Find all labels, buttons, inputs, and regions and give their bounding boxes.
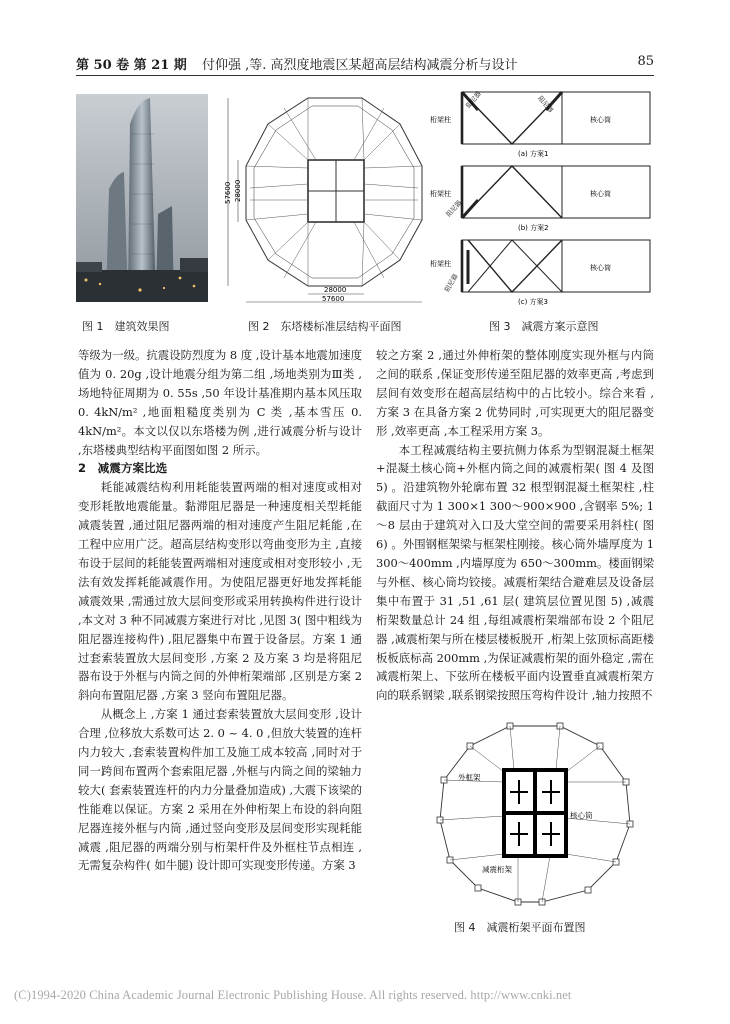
s2-core: 核心筒: [590, 190, 611, 198]
s1-damper-left: 阻尼器: [464, 89, 483, 110]
copyright-footer: (C)1994-2020 China Academic Journal Electronic Publishing House. All rights reserved. http://www.cnki.net: [14, 988, 572, 1002]
dim-outer-width: 57600: [322, 295, 345, 303]
right-column: [376, 346, 654, 705]
damping-trusses: [504, 770, 566, 856]
s1-truss-col: 桁架柱: [430, 116, 451, 124]
figure-4-caption: 图 4 减震桁架平面布置图: [454, 921, 586, 934]
left-column: [78, 346, 362, 875]
journal-volume: 第 50 卷 第 21 期: [76, 58, 187, 73]
running-title: 付仰强 ,等. 高烈度地震区某超高层结构减震分析与设计: [202, 58, 518, 73]
fig4-outer-frame-label: 外框架: [458, 773, 481, 782]
s1-title: (a) 方案1: [518, 150, 549, 158]
figure-1-image: [76, 94, 208, 302]
fig4-truss-label: 减震桁架: [482, 865, 512, 874]
page-header: [76, 54, 654, 76]
header-rule: [76, 75, 654, 76]
s1-core: 核心筒: [590, 116, 611, 124]
s3-title: (c) 方案3: [518, 298, 548, 306]
figure-2-caption: 图 2 东塔楼标准层结构平面图: [248, 320, 402, 333]
s3-damper: 阻尼器: [443, 272, 460, 294]
s3-core: 核心筒: [590, 264, 611, 272]
figure-3-schemes: [430, 88, 652, 306]
building-rendering: [76, 94, 208, 302]
paragraph-structure: 本工程减震结构主要抗侧力体系为型钢混凝土框架+混凝土核心筒+外框内筒之间的减震桁架( 图 4 及图 5) 。沿建筑物外轮廓布置 32 根型钢混凝土框架柱 ,柱截面尺寸为 1 300×1 300～900×900 ,含钢率 5%; 1～8 层由于建筑对入口及大堂空间的需要采用斜柱( 图 6) 。外围钢框架梁与框架柱刚接。核心筒外墙厚度为 1 300～400mm ,内墙厚度为 650～300mm。楼面钢梁与外框、核心筒均铰接。减震桁架结合避难层及设备层集中布置于 31 ,51 ,61 层( 建筑层位置见图 5) ,减震桁架数量总计 24 组 ,每组减震桁架端部布设 2 个阻尼器 ,减震桁架与所在楼层楼板脱开 ,桁架上弦顶标高距楼板板底标高 200mm ,为保证减震桁架的面外稳定 ,需在减震桁架上、下弦所在楼板平面内设置垂直减震桁架方向的联系钢梁 ,联系钢梁按照压弯构件设计 ,轴力按照不: [376, 442, 654, 703]
figure-2-plan: [224, 88, 432, 304]
s2-damper: 阻尼器: [444, 198, 464, 219]
paragraph-schemes: 耗能减震结构利用耗能装置两端的相对速度或相对变形耗散地震能量。黏滞阻尼器是一种速度相关型耗能减震装置 ,通过阻尼器两端的相对速度产生阻尼耗能 ,在工程中应用广泛。超高层结构变形以弯曲变形为主 ,直接布设于层间的耗能装置两端相对速度或相对变形较小 ,无法有效发挥耗能减震作用。为使阻尼器更好地发挥耗能减震效果 ,需通过放大层间变形或采用转换构件进行设计 ,本文对 3 种不同减震方案进行对比 ,见图 3( 图中粗线为阻尼器连接构件) ,阻尼器集中布置于设备层。方案 1 通过套索装置放大层间变形 ,方案 2 及方案 3 均是将阻尼器布设于外框与内筒之间的外伸桁架端部 ,区别是方案 2 斜向布置阻尼器 ,方案 3 竖向布置阻尼器。: [78, 480, 362, 703]
dim-inner-height: 28000: [234, 179, 242, 202]
s1-damper-right: 阻尼器: [536, 94, 555, 115]
paragraph-intro-cont: 等级为一级。抗震设防烈度为 8 度 ,设计基本地震加速度值为 0. 20g ,设计地震分组为第二组 ,场地类别为Ⅲ类 ,场地特征周期为 0. 55s ,50 年设计基准期内基本风压取 0. 4kN/m² ,地面粗糙度类别为 C 类 ,基本雪压 0. 4kN/m²。本文以仅以东塔楼为例 ,进行减震分析与设计 ,东塔楼典型结构平面图如图 2 所示。: [78, 348, 362, 457]
section-heading-2: 2 减震方案比选: [78, 461, 168, 476]
paragraph-scheme3: 较之方案 2 ,通过外伸桁架的整体刚度实现外框与内筒之间的联系 ,保证变形传递至阻尼器的效率更高 ,考虑到层间有效变形在超高层结构中的占比较小。综合来看 ,方案 3 在具备方案 2 优势同时 ,可实现更大的阻尼器变形 ,效率更高 ,本工程采用方案 3。: [376, 348, 654, 438]
s2-title: (b) 方案2: [518, 224, 549, 232]
dim-inner-width: 28000: [324, 286, 347, 294]
figure-1-caption: 图 1 建筑效果图: [82, 320, 170, 333]
figure-4-layout: [430, 720, 640, 906]
outer-perimeter: [246, 98, 422, 286]
s2-truss-col: 桁架柱: [430, 190, 451, 198]
fig4-core-label: 核心筒: [570, 811, 593, 820]
paragraph-concept: 从概念上 ,方案 1 通过套索装置放大层间变形 ,设计合理 ,位移放大系数可达 2. 0 ~ 4. 0 ,但放大装置的连杆内力较大 ,套索装置构件加工及施工成本较高 ,同时对于同一跨间布置两个套索阻尼器 ,外框与内筒之间的梁轴力较大( 套索装置连杆的内力分量叠加造成) ,大震下该梁的性能难以保证。方案 2 采用在外伸桁架上布设的斜向阻尼器连接外框与内筒 ,通过竖向变形及层间变形实现耗能减震 ,阻尼器的两端分别与桁架杆件及外框柱节点相连 ,无需复杂构件( 如牛腿) 设计即可实现变形传递。方案 3: [78, 707, 362, 873]
dim-outer-height: 57600: [224, 181, 232, 204]
figure-3-caption: 图 3 减震方案示意图: [489, 320, 599, 333]
s3-truss-col: 桁架柱: [430, 260, 451, 268]
page-number: 85: [637, 54, 654, 69]
